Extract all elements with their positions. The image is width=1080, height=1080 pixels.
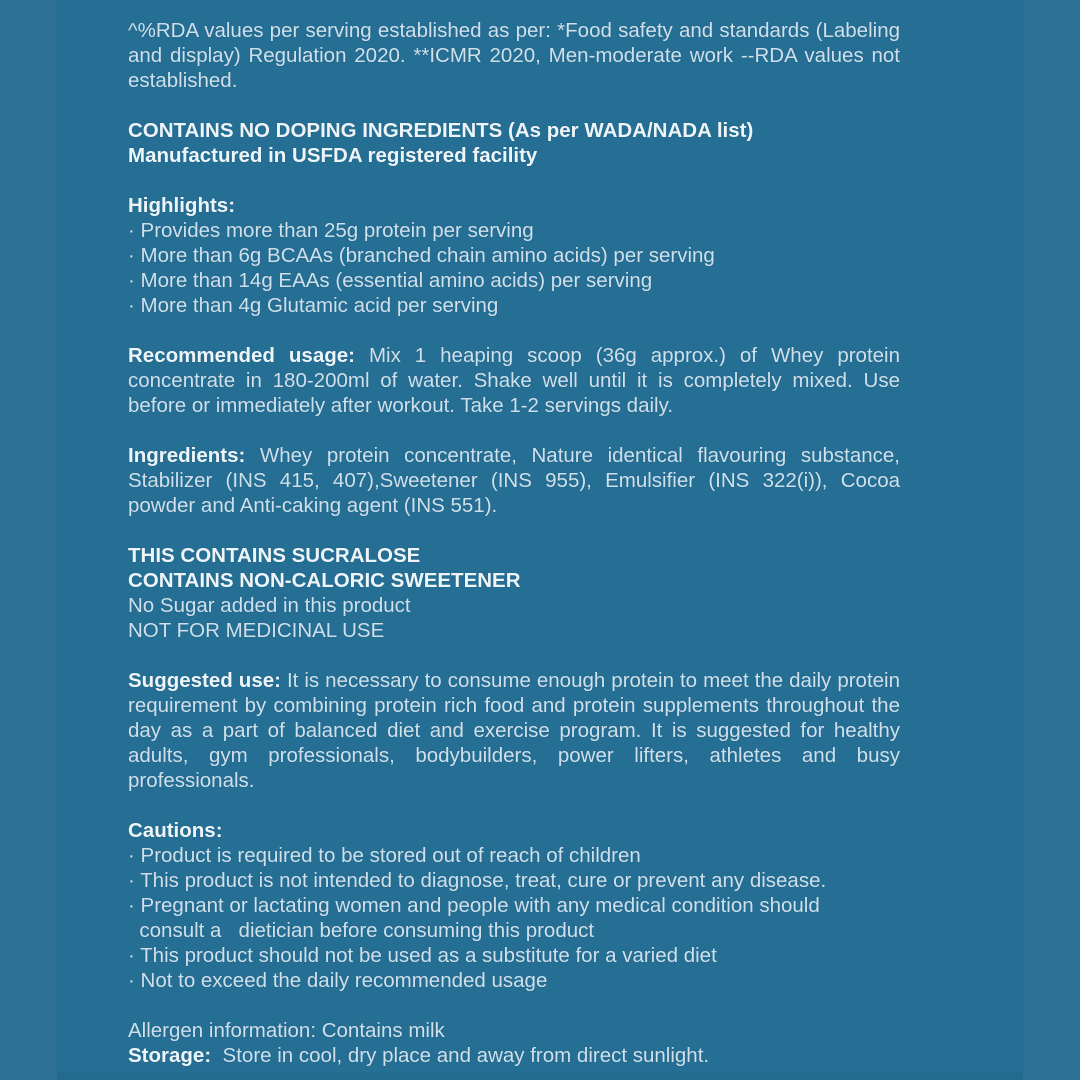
caution-item: · This product should not be used as a substitute for a varied diet <box>128 944 717 967</box>
caution-item: · Pregnant or lactating women and people with any medical condition should <box>128 894 820 917</box>
suggested-use-label: Suggested use: <box>128 669 281 692</box>
highlight-bullet: · More than 14g EAAs (essential amino acids) per serving <box>128 269 653 292</box>
cautions-heading: Cautions: <box>128 819 223 842</box>
suggested-use-section <box>128 668 900 793</box>
claim-no-sugar: No Sugar added in this product <box>128 594 411 617</box>
allergen-storage-section <box>128 1018 900 1068</box>
storage-label: Storage: <box>128 1044 212 1067</box>
recommended-usage-label: Recommended usage: <box>128 344 355 367</box>
storage-info <box>128 1043 900 1068</box>
recommended-usage-text: Mix 1 heaping scoop (36g approx.) of Whey protein concentrate in 180-200ml of water. Shake well until it is completely mixed. Use before or immediately after workout. Take 1-2 servings daily. <box>128 344 900 417</box>
highlight-bullet: · Provides more than 25g protein per serving <box>128 219 534 242</box>
bottom-edge-band <box>57 1072 1023 1080</box>
claim-sucralose: THIS CONTAINS SUCRALOSE <box>128 544 421 567</box>
rda-disclaimer: ^%RDA values per serving established as per: *Food safety and standards (Labeling and display) Regulation 2020. **ICMR 2020, Men-moderate work --RDA values not established. <box>128 19 900 92</box>
right-edge-band <box>1023 0 1080 1080</box>
highlight-bullet: · More than 6g BCAAs (branched chain amino acids) per serving <box>128 244 715 267</box>
highlights-heading: Highlights: <box>128 194 236 217</box>
doping-statement <box>128 118 900 168</box>
caution-item: · Product is required to be stored out of reach of children <box>128 844 641 867</box>
recommended-usage-section <box>128 343 900 418</box>
storage-text: Store in cool, dry place and away from direct sunlight. <box>211 1044 710 1067</box>
claims-section <box>128 543 900 643</box>
claim-not-medicinal: NOT FOR MEDICINAL USE <box>128 619 385 642</box>
doping-line-2: Manufactured in USFDA registered facility <box>128 144 538 167</box>
label-content <box>128 18 900 1068</box>
suggested-use-text: It is necessary to consume enough protein to meet the daily protein requirement by combining protein rich food and protein supplements throughout the day as a part of balanced diet and exercise program. It is suggested for healthy adults, gym professionals, bodybuilders, power lifters, athletes and busy professionals. <box>128 669 900 792</box>
cautions-section <box>128 818 900 993</box>
ingredients-section <box>128 443 900 518</box>
left-edge-band <box>0 0 57 1080</box>
highlight-bullet: · More than 4g Glutamic acid per serving <box>128 294 499 317</box>
ingredients-text: Whey protein concentrate, Nature identical flavouring substance, Stabilizer (INS 415, 407),Sweetener (INS 955), Emulsifier (INS 322(i)), Cocoa powder and Anti-caking agent (INS 551). <box>128 444 900 517</box>
caution-item: · Not to exceed the daily recommended usage <box>128 969 548 992</box>
caution-item: · This product is not intended to diagnose, treat, cure or prevent any disease. <box>128 869 827 892</box>
allergen-info: Allergen information: Contains milk <box>128 1019 445 1042</box>
highlights-section <box>128 193 900 318</box>
doping-line-1: CONTAINS NO DOPING INGREDIENTS (As per WADA/NADA list) <box>128 119 754 142</box>
caution-item-continuation: consult a dietician before consuming this product <box>128 919 595 942</box>
ingredients-label: Ingredients: <box>128 444 246 467</box>
claim-sweetener: CONTAINS NON-CALORIC SWEETENER <box>128 569 521 592</box>
